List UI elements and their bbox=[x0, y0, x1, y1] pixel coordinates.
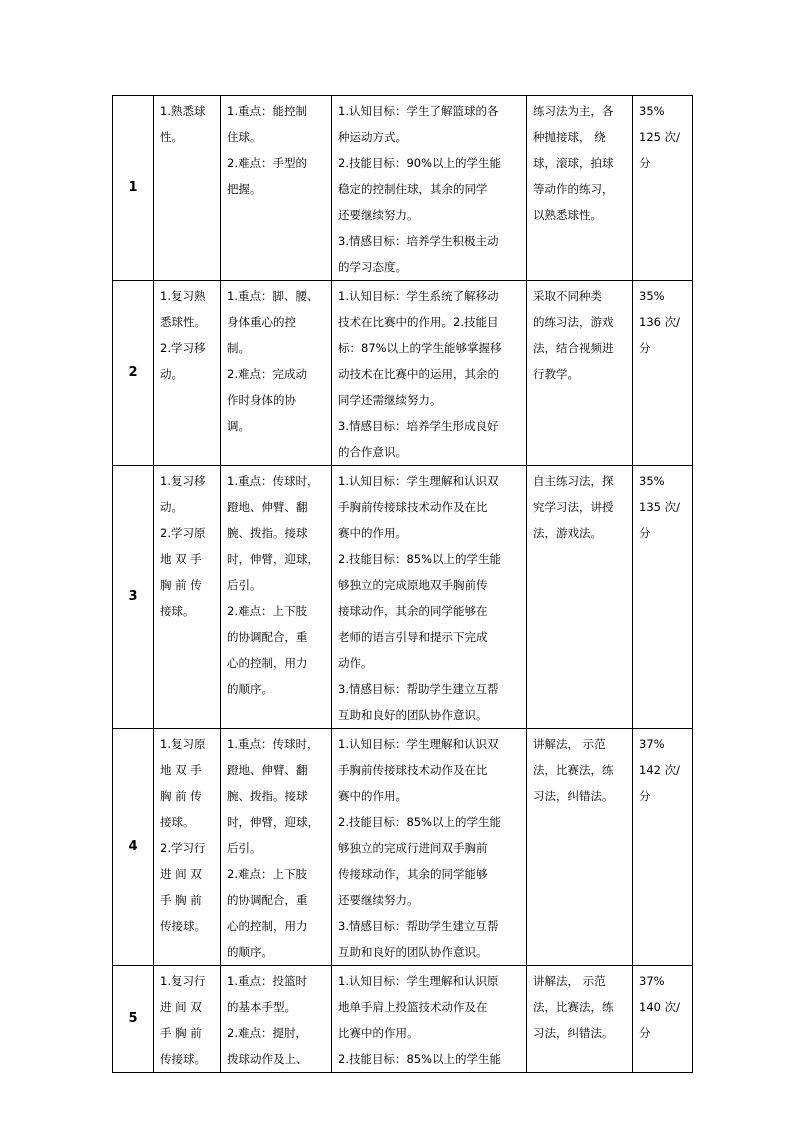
text-line: 接球。 bbox=[160, 815, 195, 829]
text-line: 拨球动作及上、 bbox=[227, 1052, 308, 1066]
lesson-number: 5 bbox=[113, 966, 154, 1073]
text-line: 心的控制，用力 bbox=[227, 919, 308, 933]
lesson-content-cell bbox=[154, 966, 221, 1073]
text-line: 1.复习熟 bbox=[160, 289, 206, 303]
text-line: 等动作的练习， bbox=[533, 182, 614, 196]
text-line: 传接球。 bbox=[160, 919, 206, 933]
text-line: 1.认知目标：学生理解和认识原 bbox=[338, 974, 499, 988]
teaching-objectives-cell bbox=[332, 281, 527, 466]
lesson-content-cell bbox=[154, 466, 221, 729]
table-row bbox=[113, 729, 693, 966]
text-line: 的学习态度。 bbox=[338, 260, 407, 274]
lesson-plan-table bbox=[112, 95, 693, 1073]
text-line: 地单手肩上投篮技术动作及在 bbox=[338, 1000, 488, 1014]
teaching-methods-cell bbox=[527, 729, 633, 966]
lesson-number: 3 bbox=[113, 466, 154, 729]
text-line: 还要继续努力。 bbox=[338, 208, 419, 222]
text-line: 的顺序。 bbox=[227, 682, 273, 696]
text-line: 行教学。 bbox=[533, 367, 579, 381]
lesson-content-cell bbox=[154, 96, 221, 281]
lesson-number: 4 bbox=[113, 729, 154, 966]
text-line: 125 次/ bbox=[639, 130, 680, 144]
text-line: 种抛接球， 绕 bbox=[533, 130, 606, 144]
text-line: 的合作意识。 bbox=[338, 445, 407, 459]
text-line: 地 双 手 bbox=[160, 763, 202, 777]
text-line: 的顺序。 bbox=[227, 945, 273, 959]
text-line: 1.重点：脚、腰、 bbox=[227, 289, 319, 303]
text-line: 的练习法，游戏 bbox=[533, 315, 614, 329]
text-line: 身体重心的控 bbox=[227, 315, 296, 329]
text-line: 法，游戏法。 bbox=[533, 526, 602, 540]
text-line: 传接球。 bbox=[160, 1052, 206, 1066]
lesson-content-cell bbox=[154, 729, 221, 966]
text-line: 进 间 双 bbox=[160, 1000, 202, 1014]
text-line: 时，伸臂，迎球， bbox=[227, 815, 319, 829]
text-line: 老师的语言引导和提示下完成 bbox=[338, 630, 488, 644]
text-line: 讲解法， 示范 bbox=[533, 974, 606, 988]
text-line: 传接球动作，其余的同学能够 bbox=[338, 867, 488, 881]
text-line: 2.学习原 bbox=[160, 526, 206, 540]
lesson-number: 1 bbox=[113, 96, 154, 281]
text-line: 1.复习行 bbox=[160, 974, 206, 988]
text-line: 把握。 bbox=[227, 182, 262, 196]
text-line: 1.重点：传球时， bbox=[227, 737, 319, 751]
text-line: 互助和良好的团队协作意识。 bbox=[338, 708, 488, 722]
text-line: 2.难点：上下肢 bbox=[227, 604, 307, 618]
text-line: 3.情感目标：帮助学生建立互帮 bbox=[338, 919, 499, 933]
text-line: 的基本手型。 bbox=[227, 1000, 296, 1014]
text-line: 胸 前 传 bbox=[160, 789, 202, 803]
text-line: 1.复习原 bbox=[160, 737, 206, 751]
text-line: 手 胸 前 bbox=[160, 1026, 202, 1040]
text-line: 的协调配合，重 bbox=[227, 893, 308, 907]
text-line: 技术在比赛中的作用。2.技能目 bbox=[338, 315, 499, 329]
text-line: 动技术在比赛中的运用，其余的 bbox=[338, 367, 499, 381]
text-line: 的协调配合，重 bbox=[227, 630, 308, 644]
text-line: 2.技能目标：90%以上的学生能 bbox=[338, 156, 502, 170]
text-line: 种运动方式。 bbox=[338, 130, 407, 144]
text-line: 手胸前传接球技术动作及在比 bbox=[338, 763, 488, 777]
text-line: 接球。 bbox=[160, 604, 195, 618]
text-line: 分 bbox=[639, 341, 651, 355]
text-line: 腕、拨指。接球 bbox=[227, 526, 308, 540]
lesson-number: 2 bbox=[113, 281, 154, 466]
key-difficult-points-cell bbox=[221, 96, 332, 281]
key-difficult-points-cell bbox=[221, 466, 332, 729]
teaching-methods-cell bbox=[527, 966, 633, 1073]
text-line: 2.技能目标：85%以上的学生能 bbox=[338, 815, 502, 829]
teaching-objectives-cell bbox=[332, 466, 527, 729]
text-line: 2.难点：提肘， bbox=[227, 1026, 307, 1040]
text-line: 自主练习法，探 bbox=[533, 474, 614, 488]
text-line: 还要继续努力。 bbox=[338, 893, 419, 907]
exercise-load-cell bbox=[633, 966, 693, 1073]
key-difficult-points-cell bbox=[221, 729, 332, 966]
text-line: 时，伸臂，迎球， bbox=[227, 552, 319, 566]
text-line: 1.重点：能控制 bbox=[227, 104, 307, 118]
text-line: 2.技能目标：85%以上的学生能 bbox=[338, 552, 502, 566]
exercise-load-cell bbox=[633, 96, 693, 281]
text-line: 142 次/ bbox=[639, 763, 680, 777]
text-line: 住球。 bbox=[227, 130, 262, 144]
text-line: 1.熟悉球 bbox=[160, 104, 206, 118]
text-line: 够独立的完成行进间双手胸前 bbox=[338, 841, 488, 855]
text-line: 2.技能目标：85%以上的学生能 bbox=[338, 1052, 502, 1066]
text-line: 35% bbox=[639, 289, 665, 303]
text-line: 性。 bbox=[160, 130, 183, 144]
text-line: 腕、拨指。接球 bbox=[227, 789, 308, 803]
text-line: 37% bbox=[639, 737, 665, 751]
key-difficult-points-cell bbox=[221, 966, 332, 1073]
teaching-objectives-cell bbox=[332, 729, 527, 966]
text-line: 讲解法， 示范 bbox=[533, 737, 606, 751]
text-line: 1.认知目标：学生系统了解移动 bbox=[338, 289, 499, 303]
table-row bbox=[113, 96, 693, 281]
teaching-methods-cell bbox=[527, 466, 633, 729]
text-line: 37% bbox=[639, 974, 665, 988]
text-line: 进 间 双 bbox=[160, 867, 202, 881]
text-line: 调。 bbox=[227, 419, 250, 433]
exercise-load-cell bbox=[633, 466, 693, 729]
exercise-load-cell bbox=[633, 281, 693, 466]
text-line: 3.情感目标：帮助学生建立互帮 bbox=[338, 682, 499, 696]
text-line: 以熟悉球性。 bbox=[533, 208, 602, 222]
text-line: 35% bbox=[639, 104, 665, 118]
text-line: 法，比赛法，练 bbox=[533, 763, 614, 777]
text-line: 蹬地、伸臂、翻 bbox=[227, 763, 308, 777]
text-line: 制。 bbox=[227, 341, 250, 355]
text-line: 动。 bbox=[160, 367, 183, 381]
text-line: 分 bbox=[639, 156, 651, 170]
text-line: 2.难点：完成动 bbox=[227, 367, 307, 381]
text-line: 动。 bbox=[160, 500, 183, 514]
text-line: 2.难点：上下肢 bbox=[227, 867, 307, 881]
text-line: 140 次/ bbox=[639, 1000, 680, 1014]
text-line: 分 bbox=[639, 789, 651, 803]
text-line: 习法，纠错法。 bbox=[533, 1026, 614, 1040]
text-line: 接球动作，其余的同学能够在 bbox=[338, 604, 488, 618]
text-line: 标：87%以上的学生能够掌握移 bbox=[338, 341, 502, 355]
text-line: 136 次/ bbox=[639, 315, 680, 329]
text-line: 练习法为主，各 bbox=[533, 104, 614, 118]
text-line: 习法，纠错法。 bbox=[533, 789, 614, 803]
text-line: 2.学习行 bbox=[160, 841, 206, 855]
text-line: 1.重点：投篮时 bbox=[227, 974, 307, 988]
text-line: 分 bbox=[639, 526, 651, 540]
text-line: 悉球性。 bbox=[160, 315, 206, 329]
text-line: 2.难点：手型的 bbox=[227, 156, 307, 170]
text-line: 比赛中的作用。 bbox=[338, 1026, 419, 1040]
text-line: 分 bbox=[639, 1026, 651, 1040]
text-line: 手胸前传接球技术动作及在比 bbox=[338, 500, 488, 514]
text-line: 35% bbox=[639, 474, 665, 488]
text-line: 地 双 手 bbox=[160, 552, 202, 566]
table-row bbox=[113, 466, 693, 729]
text-line: 2.学习移 bbox=[160, 341, 206, 355]
text-line: 采取不同种类 bbox=[533, 289, 602, 303]
text-line: 动作。 bbox=[338, 656, 373, 670]
text-line: 赛中的作用。 bbox=[338, 526, 407, 540]
text-line: 蹬地、伸臂、翻 bbox=[227, 500, 308, 514]
text-line: 同学还需继续努力。 bbox=[338, 393, 442, 407]
text-line: 135 次/ bbox=[639, 500, 680, 514]
lesson-content-cell bbox=[154, 281, 221, 466]
teaching-methods-cell bbox=[527, 281, 633, 466]
text-line: 1.复习移 bbox=[160, 474, 206, 488]
key-difficult-points-cell bbox=[221, 281, 332, 466]
text-line: 互助和良好的团队协作意识。 bbox=[338, 945, 488, 959]
text-line: 够独立的完成原地双手胸前传 bbox=[338, 578, 488, 592]
table-row bbox=[113, 966, 693, 1073]
text-line: 法，比赛法，练 bbox=[533, 1000, 614, 1014]
text-line: 3.情感目标：培养学生积极主动 bbox=[338, 234, 499, 248]
text-line: 1.重点：传球时， bbox=[227, 474, 319, 488]
text-line: 胸 前 传 bbox=[160, 578, 202, 592]
text-line: 1.认知目标：学生理解和认识双 bbox=[338, 474, 499, 488]
text-line: 稳定的控制住球，其余的同学 bbox=[338, 182, 488, 196]
text-line: 心的控制，用力 bbox=[227, 656, 308, 670]
text-line: 后引。 bbox=[227, 841, 262, 855]
text-line: 赛中的作用。 bbox=[338, 789, 407, 803]
text-line: 1.认知目标：学生了解篮球的各 bbox=[338, 104, 499, 118]
text-line: 球，滚球，拍球 bbox=[533, 156, 614, 170]
teaching-objectives-cell bbox=[332, 96, 527, 281]
exercise-load-cell bbox=[633, 729, 693, 966]
text-line: 手 胸 前 bbox=[160, 893, 202, 907]
text-line: 后引。 bbox=[227, 578, 262, 592]
teaching-methods-cell bbox=[527, 96, 633, 281]
text-line: 法，结合视频进 bbox=[533, 341, 614, 355]
text-line: 究学习法，讲授 bbox=[533, 500, 614, 514]
table-row bbox=[113, 281, 693, 466]
text-line: 作时身体的协 bbox=[227, 393, 296, 407]
text-line: 1.认知目标：学生理解和认识双 bbox=[338, 737, 499, 751]
text-line: 3.情感目标：培养学生形成良好 bbox=[338, 419, 499, 433]
teaching-objectives-cell bbox=[332, 966, 527, 1073]
